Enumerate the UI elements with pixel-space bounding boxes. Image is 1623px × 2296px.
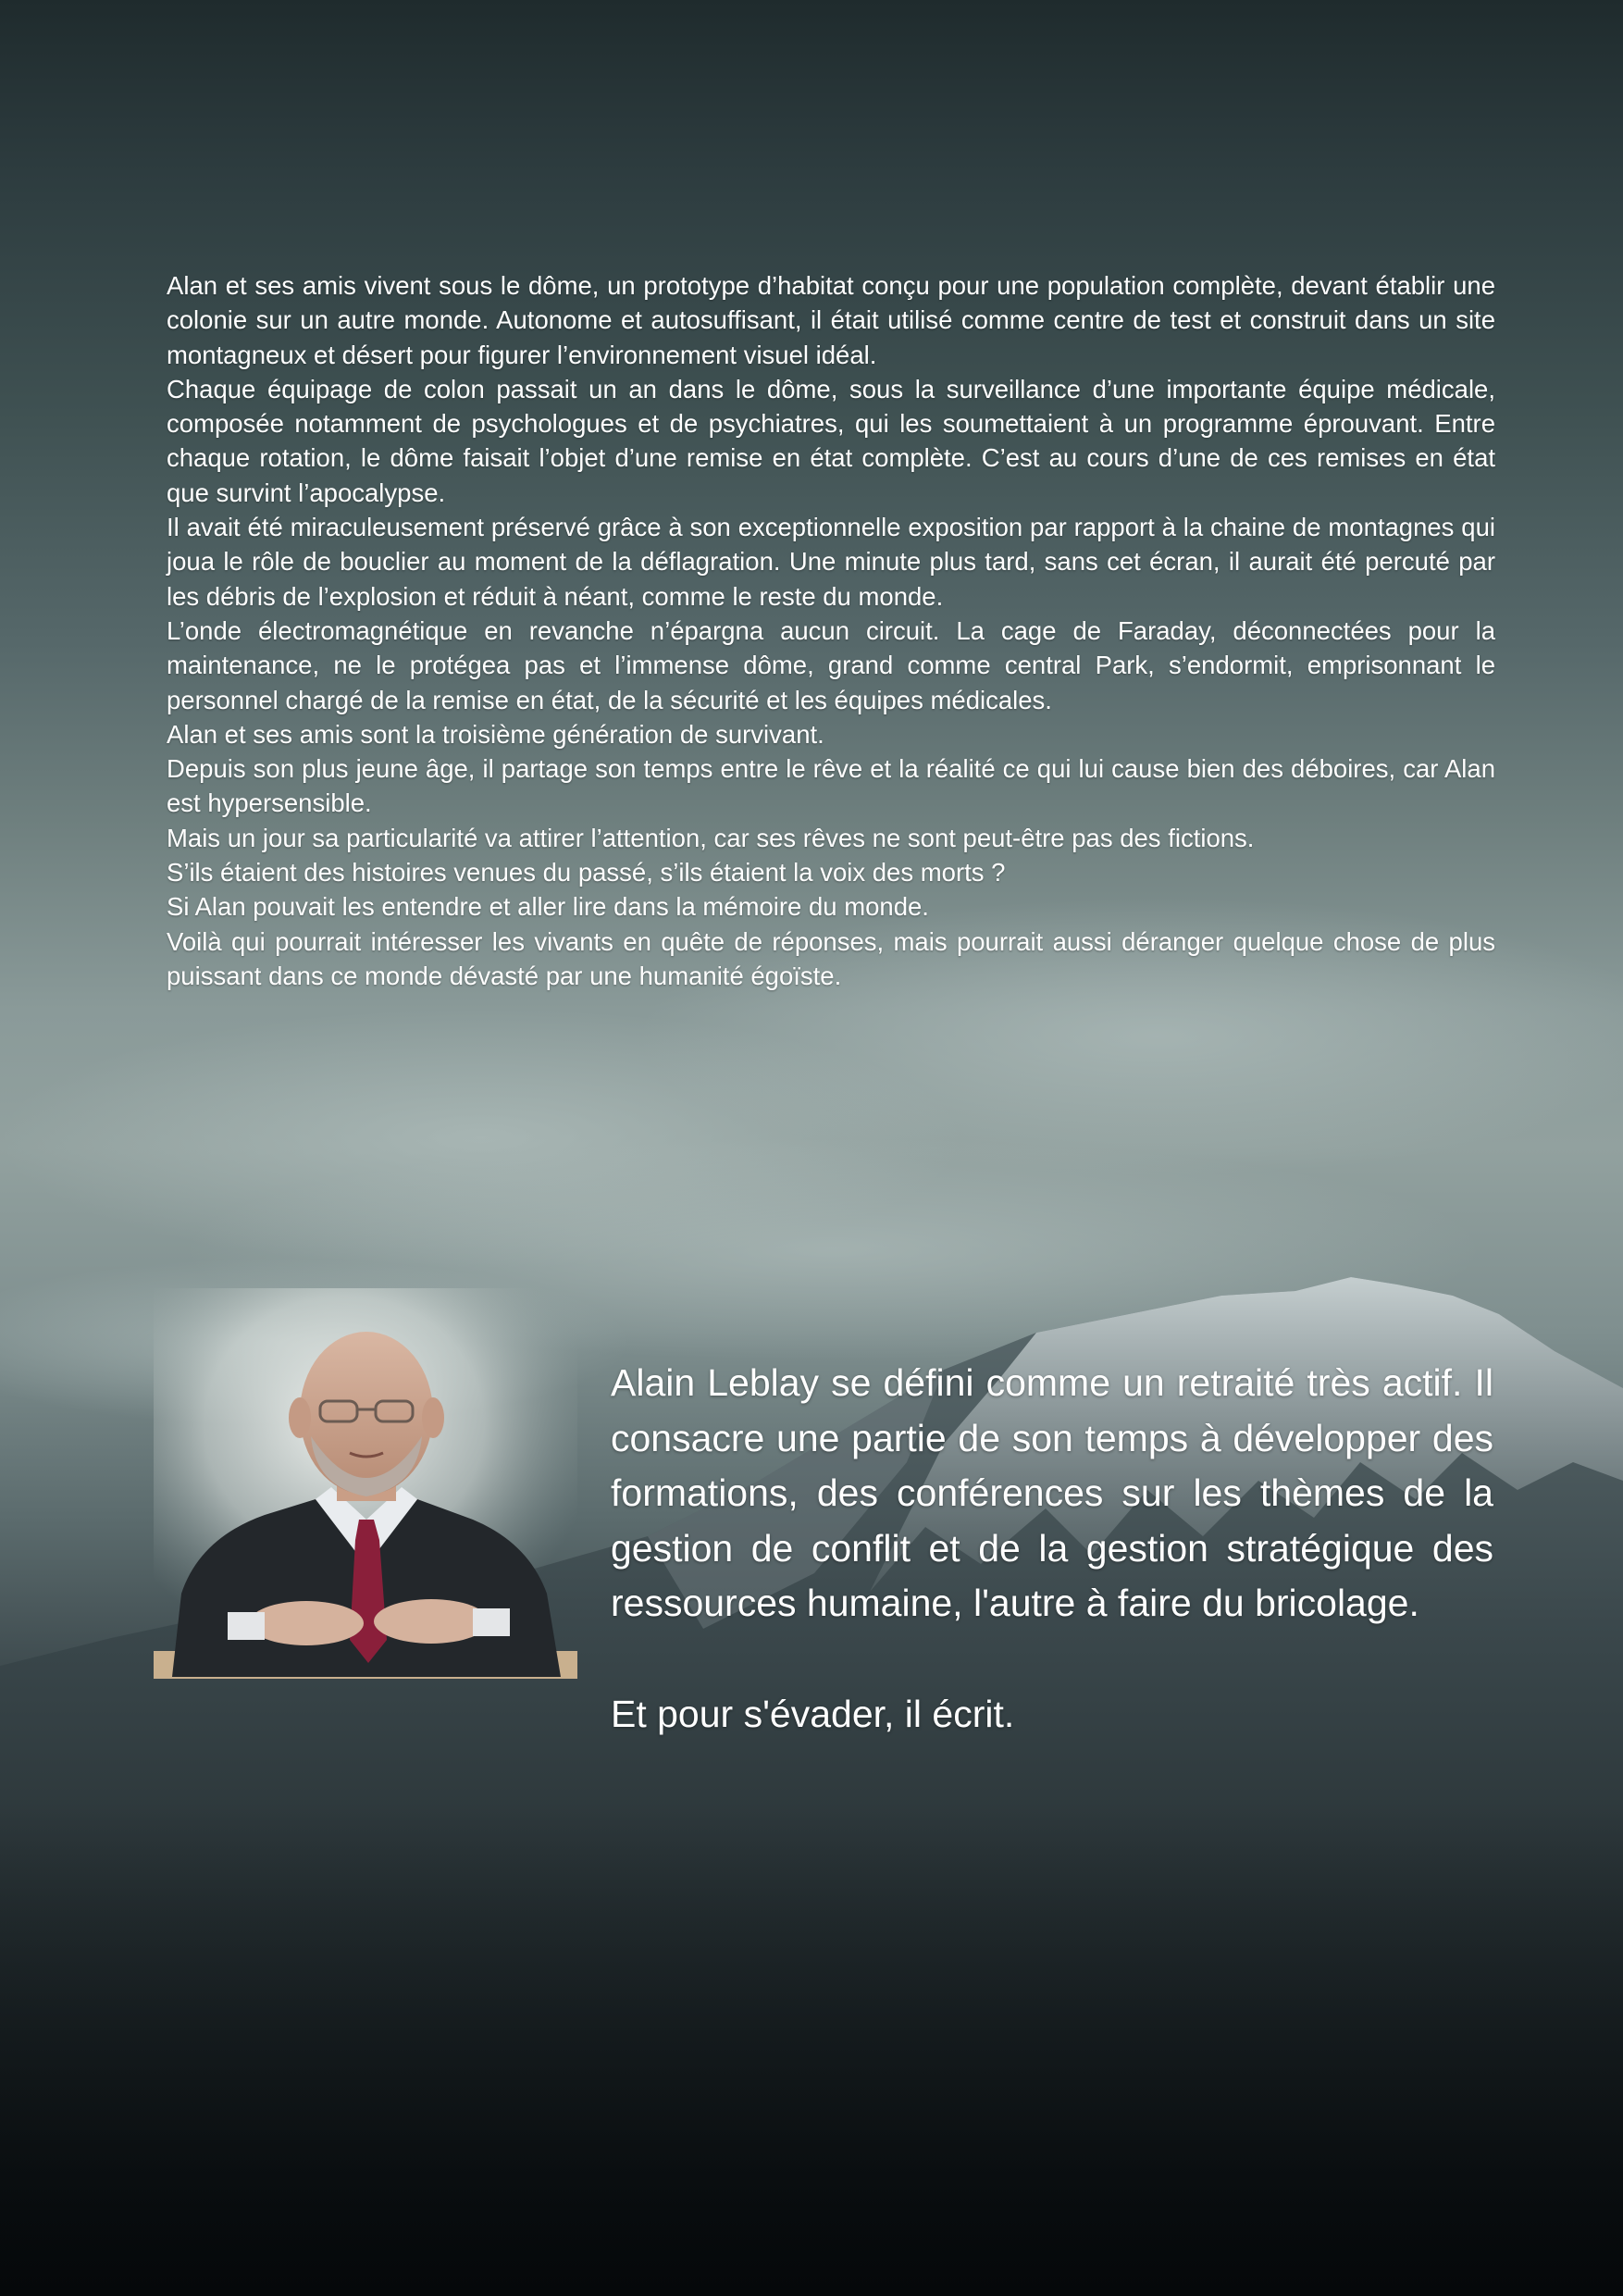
synopsis-paragraph: Alan et ses amis vivent sous le dôme, un prototype d’habitat conçu pour une population complète, devant établir une colonie sur un autre monde. Autonome et autosuffisant, il était utilisé comme centre de test et construit dans un site montagneux et désert pour figurer l’environnement visuel idéal.: [167, 271, 1495, 369]
synopsis-paragraph: Voilà qui pourrait intéresser les vivants en quête de réponses, mais pourrait aussi déranger quelque chose de plus puissant dans ce monde dévasté par une humanité égoïste.: [167, 926, 1495, 990]
author-bio: [611, 1356, 1493, 1742]
synopsis-paragraph: Il avait été miraculeusement préservé grâce à son exceptionnelle exposition par rapport à la chaine de montagnes qui joua le rôle de bouclier au moment de la déflagration. Une minute plus tard, sans cet écran, il aurait été percuté par les débris de l’explosion et réduit à néant, comme le reste du monde.: [167, 513, 1495, 611]
synopsis-paragraph: Depuis son plus jeune âge, il partage son temps entre le rêve et la réalité ce qui lui cause bien des déboires, car Alan est hypersensible.: [167, 754, 1495, 818]
author-closing-line: Et pour s'évader, il écrit.: [611, 1692, 1015, 1735]
author-photo: [154, 1288, 577, 1679]
synopsis-paragraph: S’ils étaient des histoires venues du passé, s’ils étaient la voix des morts ?: [167, 858, 1006, 887]
synopsis-text: [167, 268, 1495, 993]
synopsis-paragraph: Mais un jour sa particularité va attirer l’attention, car ses rêves ne sont peut-être pas des fictions.: [167, 823, 1255, 852]
synopsis-paragraph: Si Alan pouvait les entendre et aller lire dans la mémoire du monde.: [167, 892, 929, 922]
synopsis-paragraph: L’onde électromagnétique en revanche n’épargna aucun circuit. La cage de Faraday, déconnectées pour la maintenance, ne le protégea pas et l’immense dôme, grand comme central Park, s’endormit, emprisonnant le personnel chargé de la remise en état, de la sécurité et les équipes médicales.: [167, 615, 1495, 714]
synopsis-paragraph: Chaque équipage de colon passait un an dans le dôme, sous la surveillance d’une importante équipe médicale, composée notamment de psychologues et de psychiatres, qui les soumettaient à un programme éprouvant. Entre chaque rotation, le dôme faisait l’objet d’une remise en état complète. C’est au cours d’une de ces remises en état que survint l’apocalypse.: [167, 374, 1495, 507]
author-bio-text: Alain Leblay se défini comme un retraité très actif. Il consacre une partie de son temps à développer des formations, des conférences sur les thèmes de la gestion de conflit et de la gestion stratégique des ressources humaine, l'autre à faire du bricolage.: [611, 1361, 1493, 1624]
synopsis-paragraph: Alan et ses amis sont la troisième génération de survivant.: [167, 719, 824, 749]
